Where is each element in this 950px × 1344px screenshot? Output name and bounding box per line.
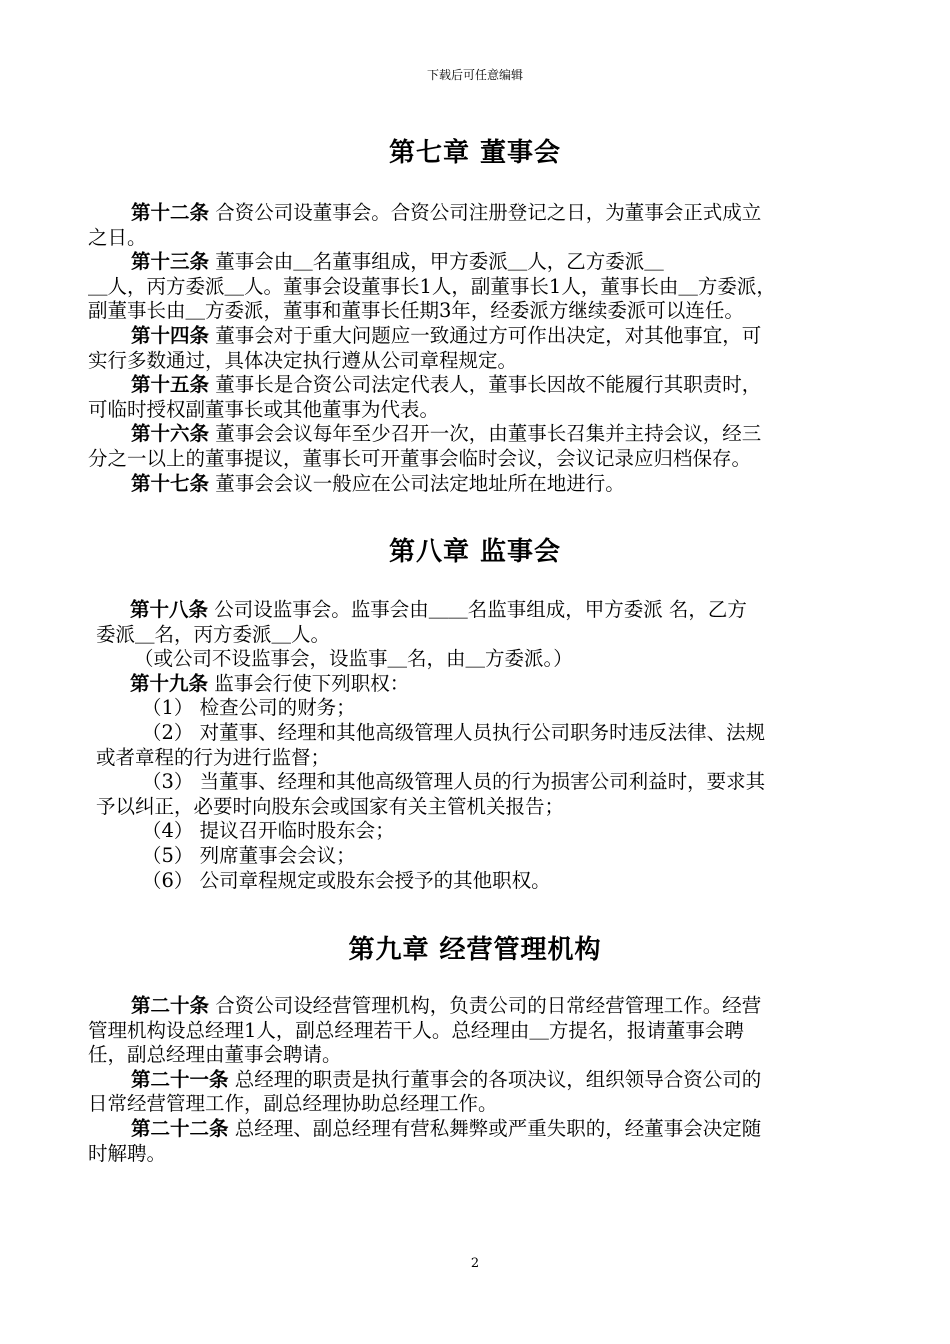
article-21-cont: 日常经营管理工作，副总经理协助总经理工作。	[88, 1092, 498, 1116]
article-15-cont: 可临时授权副董事长或其他董事为代表。	[88, 397, 440, 421]
article-20-cont1: 管理机构设总经理1人，副总经理若干人。总经理由＿方提名，报请董事会聘	[88, 1018, 744, 1042]
article-12-label: 第十二条	[131, 201, 210, 224]
article-20-cont2: 任，副总经理由董事会聘请。	[88, 1043, 342, 1067]
article-19-text: 监事会行使下列职权：	[208, 671, 410, 695]
article-21-text: 总经理的职责是执行董事会的各项决议，组织领导合资公司的	[228, 1067, 762, 1091]
chapter-9-title: 第九章 经营管理机构	[348, 935, 602, 965]
chapter-9-body	[88, 994, 878, 1166]
article-22-label: 第二十二条	[131, 1116, 229, 1140]
chapter-7-body	[88, 201, 878, 496]
article-17	[88, 472, 878, 497]
article-14-cont: 实行多数通过，具体决定执行遵从公司章程规定。	[88, 348, 518, 372]
article-20	[88, 994, 878, 1019]
article-14-label: 第十四条	[131, 323, 210, 347]
duty-item-4: （4） 提议召开临时股东会；	[142, 819, 395, 843]
article-16-label: 第十六条	[131, 422, 210, 446]
duty-item-3: （3） 当董事、经理和其他高级管理人员的行为损害公司利益时，要求其	[142, 770, 766, 794]
article-17-text: 董事会会议一般应在公司法定地址所在地进行。	[209, 471, 625, 495]
article-20-label: 第二十条	[131, 994, 210, 1017]
article-12-cont: 之日。	[88, 225, 147, 249]
duty-item-3-cont: 予以纠正，必要时向股东会或国家有关主管机关报告；	[96, 794, 565, 818]
article-18-note: （或公司不设监事会，设监事＿名，由＿方委派。）	[134, 647, 573, 671]
article-22-cont: 时解聘。	[88, 1141, 167, 1165]
article-18	[96, 598, 876, 623]
chapter-8-body	[96, 598, 876, 893]
duty-item-6: （6） 公司章程规定或股东会授予的其他职权。	[142, 868, 551, 892]
article-15-label: 第十五条	[131, 373, 210, 397]
article-13-text: 董事会由＿名董事组成，甲方委派＿人，乙方委派＿	[209, 250, 664, 274]
article-13-cont2: 副董事长由＿方委派，董事和董事长任期3年，经委派方继续委派可以连任。	[88, 299, 744, 323]
article-22	[88, 1117, 878, 1142]
article-21	[88, 1068, 878, 1093]
article-13-label: 第十三条	[131, 250, 210, 274]
article-18-label: 第十八条	[130, 598, 209, 621]
article-20-text: 合资公司设经营管理机构，负责公司的日常经营管理工作。经营	[209, 994, 762, 1017]
article-15	[88, 373, 878, 398]
article-21-label: 第二十一条	[131, 1067, 229, 1091]
duty-item-1: （1） 检查公司的财务；	[142, 696, 356, 720]
page-number: 2	[470, 1256, 480, 1271]
article-16-cont: 分之一以上的董事提议，董事长可开董事会临时会议，会议记录应归档保存。	[88, 446, 752, 470]
page-header: 下载后可任意编辑	[426, 68, 523, 82]
article-18-cont: 委派＿名，丙方委派＿人。	[96, 622, 331, 646]
article-14	[88, 324, 878, 349]
article-17-label: 第十七条	[131, 471, 210, 495]
article-16	[88, 422, 878, 447]
article-22-text: 总经理、副总经理有营私舞弊或严重失职的，经董事会决定随	[228, 1116, 762, 1140]
article-18-text: 公司设监事会。监事会由＿＿名监事组成，甲方委派 名，乙方	[208, 598, 747, 621]
duty-item-5: （5） 列席董事会会议；	[142, 843, 356, 867]
article-13-cont1: ＿人，丙方委派＿人。董事会设董事长1人，副董事长1人，董事长由＿方委派，	[88, 274, 776, 298]
article-13	[88, 250, 878, 275]
article-19-label: 第十九条	[130, 671, 209, 695]
chapter-7-title: 第七章 董事会	[388, 138, 562, 168]
article-14-text: 董事会对于重大问题应一致通过方可作出决定，对其他事宜，可	[209, 323, 762, 347]
chapter-8-title: 第八章 监事会	[388, 537, 562, 567]
article-12-text: 合资公司设董事会。合资公司注册登记之日，为董事会正式成立	[209, 201, 762, 224]
article-15-text: 董事长是合资公司法定代表人，董事长因故不能履行其职责时，	[209, 373, 762, 397]
article-16-text: 董事会会议每年至少召开一次，由董事长召集并主持会议，经三	[209, 422, 762, 446]
duty-item-2: （2） 对董事、经理和其他高级管理人员执行公司职务时违反法律、法规	[142, 720, 766, 744]
article-19	[96, 672, 876, 697]
article-12	[88, 201, 878, 226]
duty-item-2-cont: 或者章程的行为进行监督；	[96, 745, 331, 769]
